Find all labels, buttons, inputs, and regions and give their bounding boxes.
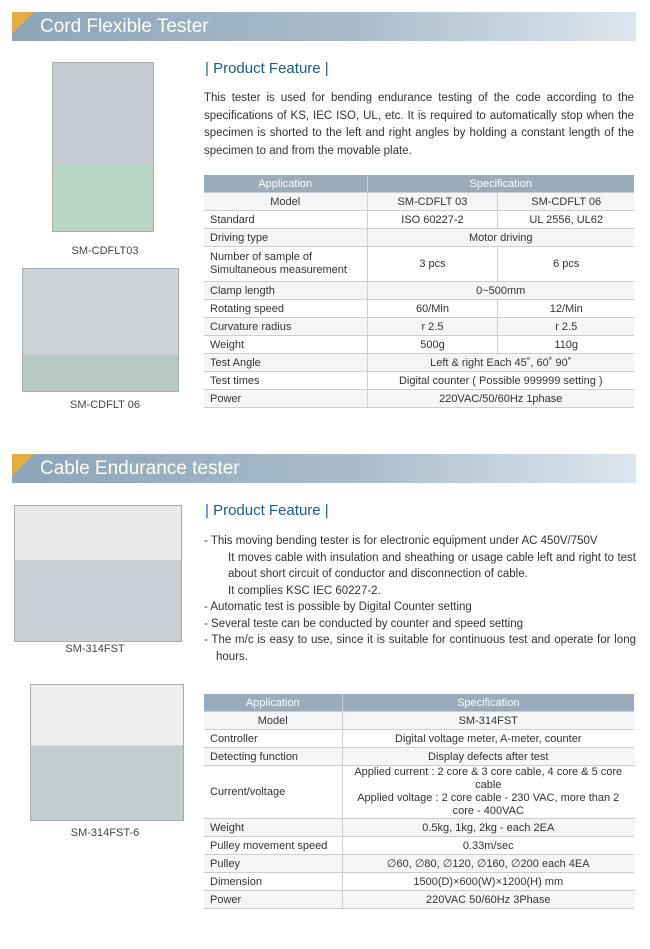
row-label: Weight [204, 336, 367, 354]
row-value: ISO 60227-2 [367, 211, 498, 229]
product-feature-heading: | Product Feature | [205, 502, 329, 519]
table-row [204, 390, 634, 408]
section-header-cable-endurance-tester [12, 454, 636, 483]
image-caption: SM-CDFLT 06 [70, 399, 140, 411]
product-image-sm-cdflt06 [22, 268, 179, 392]
header-specification: Specification [342, 694, 634, 712]
row-label: Number of sample of Simultaneous measurement [204, 247, 367, 282]
table-row [204, 354, 634, 372]
feature-subtext: It moves cable with insulation and sheathing or usage cable left and right to test about short circuit of conductor and disconnection of cable. [228, 551, 636, 580]
feature-text: - The m/c is easy to use, since it is suitable for continuous test and operate for long hours. [204, 634, 636, 663]
row-value: SM-CDFLT 06 [498, 193, 634, 211]
row-label: Pulley movement speed [204, 837, 342, 855]
row-label: Standard [204, 211, 367, 229]
row-value: Digital voltage meter, A-meter, counter [342, 730, 634, 748]
product-description: This tester is used for bending endurance testing of the code according to the specifications of KS, IEC ISO, UL, etc. It is required to automatically stop when the specimen is shorted to the left and right angles by holding a constant length of the specimen to and from the movable plate. [204, 92, 634, 157]
table-row [204, 336, 634, 354]
table-row [204, 300, 634, 318]
image-caption: SM-314FST [65, 643, 125, 655]
feature-text: - This moving bending tester is for electronic equipment under AC 450V/750V [204, 535, 598, 547]
row-value: 0.33m/sec [342, 837, 634, 855]
row-label: Pulley [204, 855, 342, 873]
table-row [204, 712, 634, 730]
row-value: 60/Min [367, 300, 498, 318]
table-row [204, 318, 634, 336]
section-title: Cable Endurance tester [40, 458, 240, 479]
row-value: 0.5kg, 1kg, 2kg - each 2EA [342, 819, 634, 837]
product-image-sm-314fst-6 [30, 684, 184, 821]
corner-accent-icon [12, 454, 34, 476]
row-label: Test times [204, 372, 367, 390]
image-caption: SM-CDFLT03 [71, 245, 139, 257]
row-label: Model [204, 193, 367, 211]
spec-table-cable-endurance [204, 694, 634, 909]
row-label: Dimension [204, 873, 342, 891]
row-label: Curvature radius [204, 318, 367, 336]
row-label: Detecting function [204, 748, 342, 766]
table-row [204, 247, 634, 282]
row-value: 110g [498, 336, 634, 354]
row-value: 1500(D)×600(W)×1200(H) mm [342, 873, 634, 891]
row-label: Driving type [204, 229, 367, 247]
row-value: 0~500mm [367, 282, 634, 300]
feature-item [204, 632, 636, 665]
row-value: Left & right Each 45˚, 60˚ 90˚ [367, 354, 634, 372]
table-row [204, 372, 634, 390]
product-image-sm-cdflt03 [52, 62, 154, 232]
row-value: 3 pcs [367, 247, 498, 282]
header-application: Application [204, 694, 342, 712]
product-image-sm-314fst [14, 505, 182, 642]
section-title: Cord Flexible Tester [40, 16, 209, 37]
row-value: Applied current : 2 core & 3 core cable, 4 core & 5 core cable Applied voltage : 2 core cable - 230 VAC, more than 2 core - 400VAC [342, 766, 634, 819]
row-label: Model [204, 712, 342, 730]
header-application: Application [204, 175, 367, 193]
row-label: Power [204, 891, 342, 909]
row-value: 500g [367, 336, 498, 354]
header-specification: Specification [367, 175, 634, 193]
feature-item [204, 599, 636, 616]
feature-item [204, 533, 636, 599]
row-value: SM-314FST [342, 712, 634, 730]
feature-list [204, 533, 636, 665]
corner-accent-icon [12, 12, 34, 34]
row-label: Clamp length [204, 282, 367, 300]
row-label: Test Angle [204, 354, 367, 372]
row-value: 6 pcs [498, 247, 634, 282]
row-value: Digital counter ( Possible 999999 setting ) [367, 372, 634, 390]
row-value: 220VAC/50/60Hz 1phase [367, 390, 634, 408]
table-row [204, 873, 634, 891]
row-value: Motor driving [367, 229, 634, 247]
product-feature-heading: | Product Feature | [205, 60, 329, 77]
row-label: Rotating speed [204, 300, 367, 318]
row-label: Power [204, 390, 367, 408]
section-header-cord-flexible-tester [12, 12, 636, 41]
row-value: 12/Min [498, 300, 634, 318]
row-value: r 2.5 [498, 318, 634, 336]
table-row [204, 229, 634, 247]
row-value: r 2.5 [367, 318, 498, 336]
table-row [204, 748, 634, 766]
table-row [204, 819, 634, 837]
feature-subtext: It complies KSC IEC 60227-2. [228, 584, 381, 597]
feature-text: - Several teste can be conducted by counter and speed setting [204, 617, 524, 630]
row-value: ∅60, ∅80, ∅120, ∅160, ∅200 each 4EA [342, 855, 634, 873]
table-row [204, 282, 634, 300]
row-label: Weight [204, 819, 342, 837]
table-row [204, 193, 634, 211]
row-label: Controller [204, 730, 342, 748]
spec-table-cord-flexible [204, 175, 634, 408]
table-row [204, 855, 634, 873]
row-value: SM-CDFLT 03 [367, 193, 498, 211]
feature-item [204, 616, 636, 633]
row-value: UL 2556, UL62 [498, 211, 634, 229]
table-row [204, 766, 634, 819]
row-label: Current/voltage [204, 766, 342, 819]
table-row [204, 211, 634, 229]
table-row [204, 837, 634, 855]
row-value: Display defects after test [342, 748, 634, 766]
image-caption: SM-314FST-6 [70, 827, 140, 839]
row-value: 220VAC 50/60Hz 3Phase [342, 891, 634, 909]
table-row [204, 730, 634, 748]
feature-text: - Automatic test is possible by Digital Counter setting [204, 601, 472, 613]
table-row [204, 891, 634, 909]
